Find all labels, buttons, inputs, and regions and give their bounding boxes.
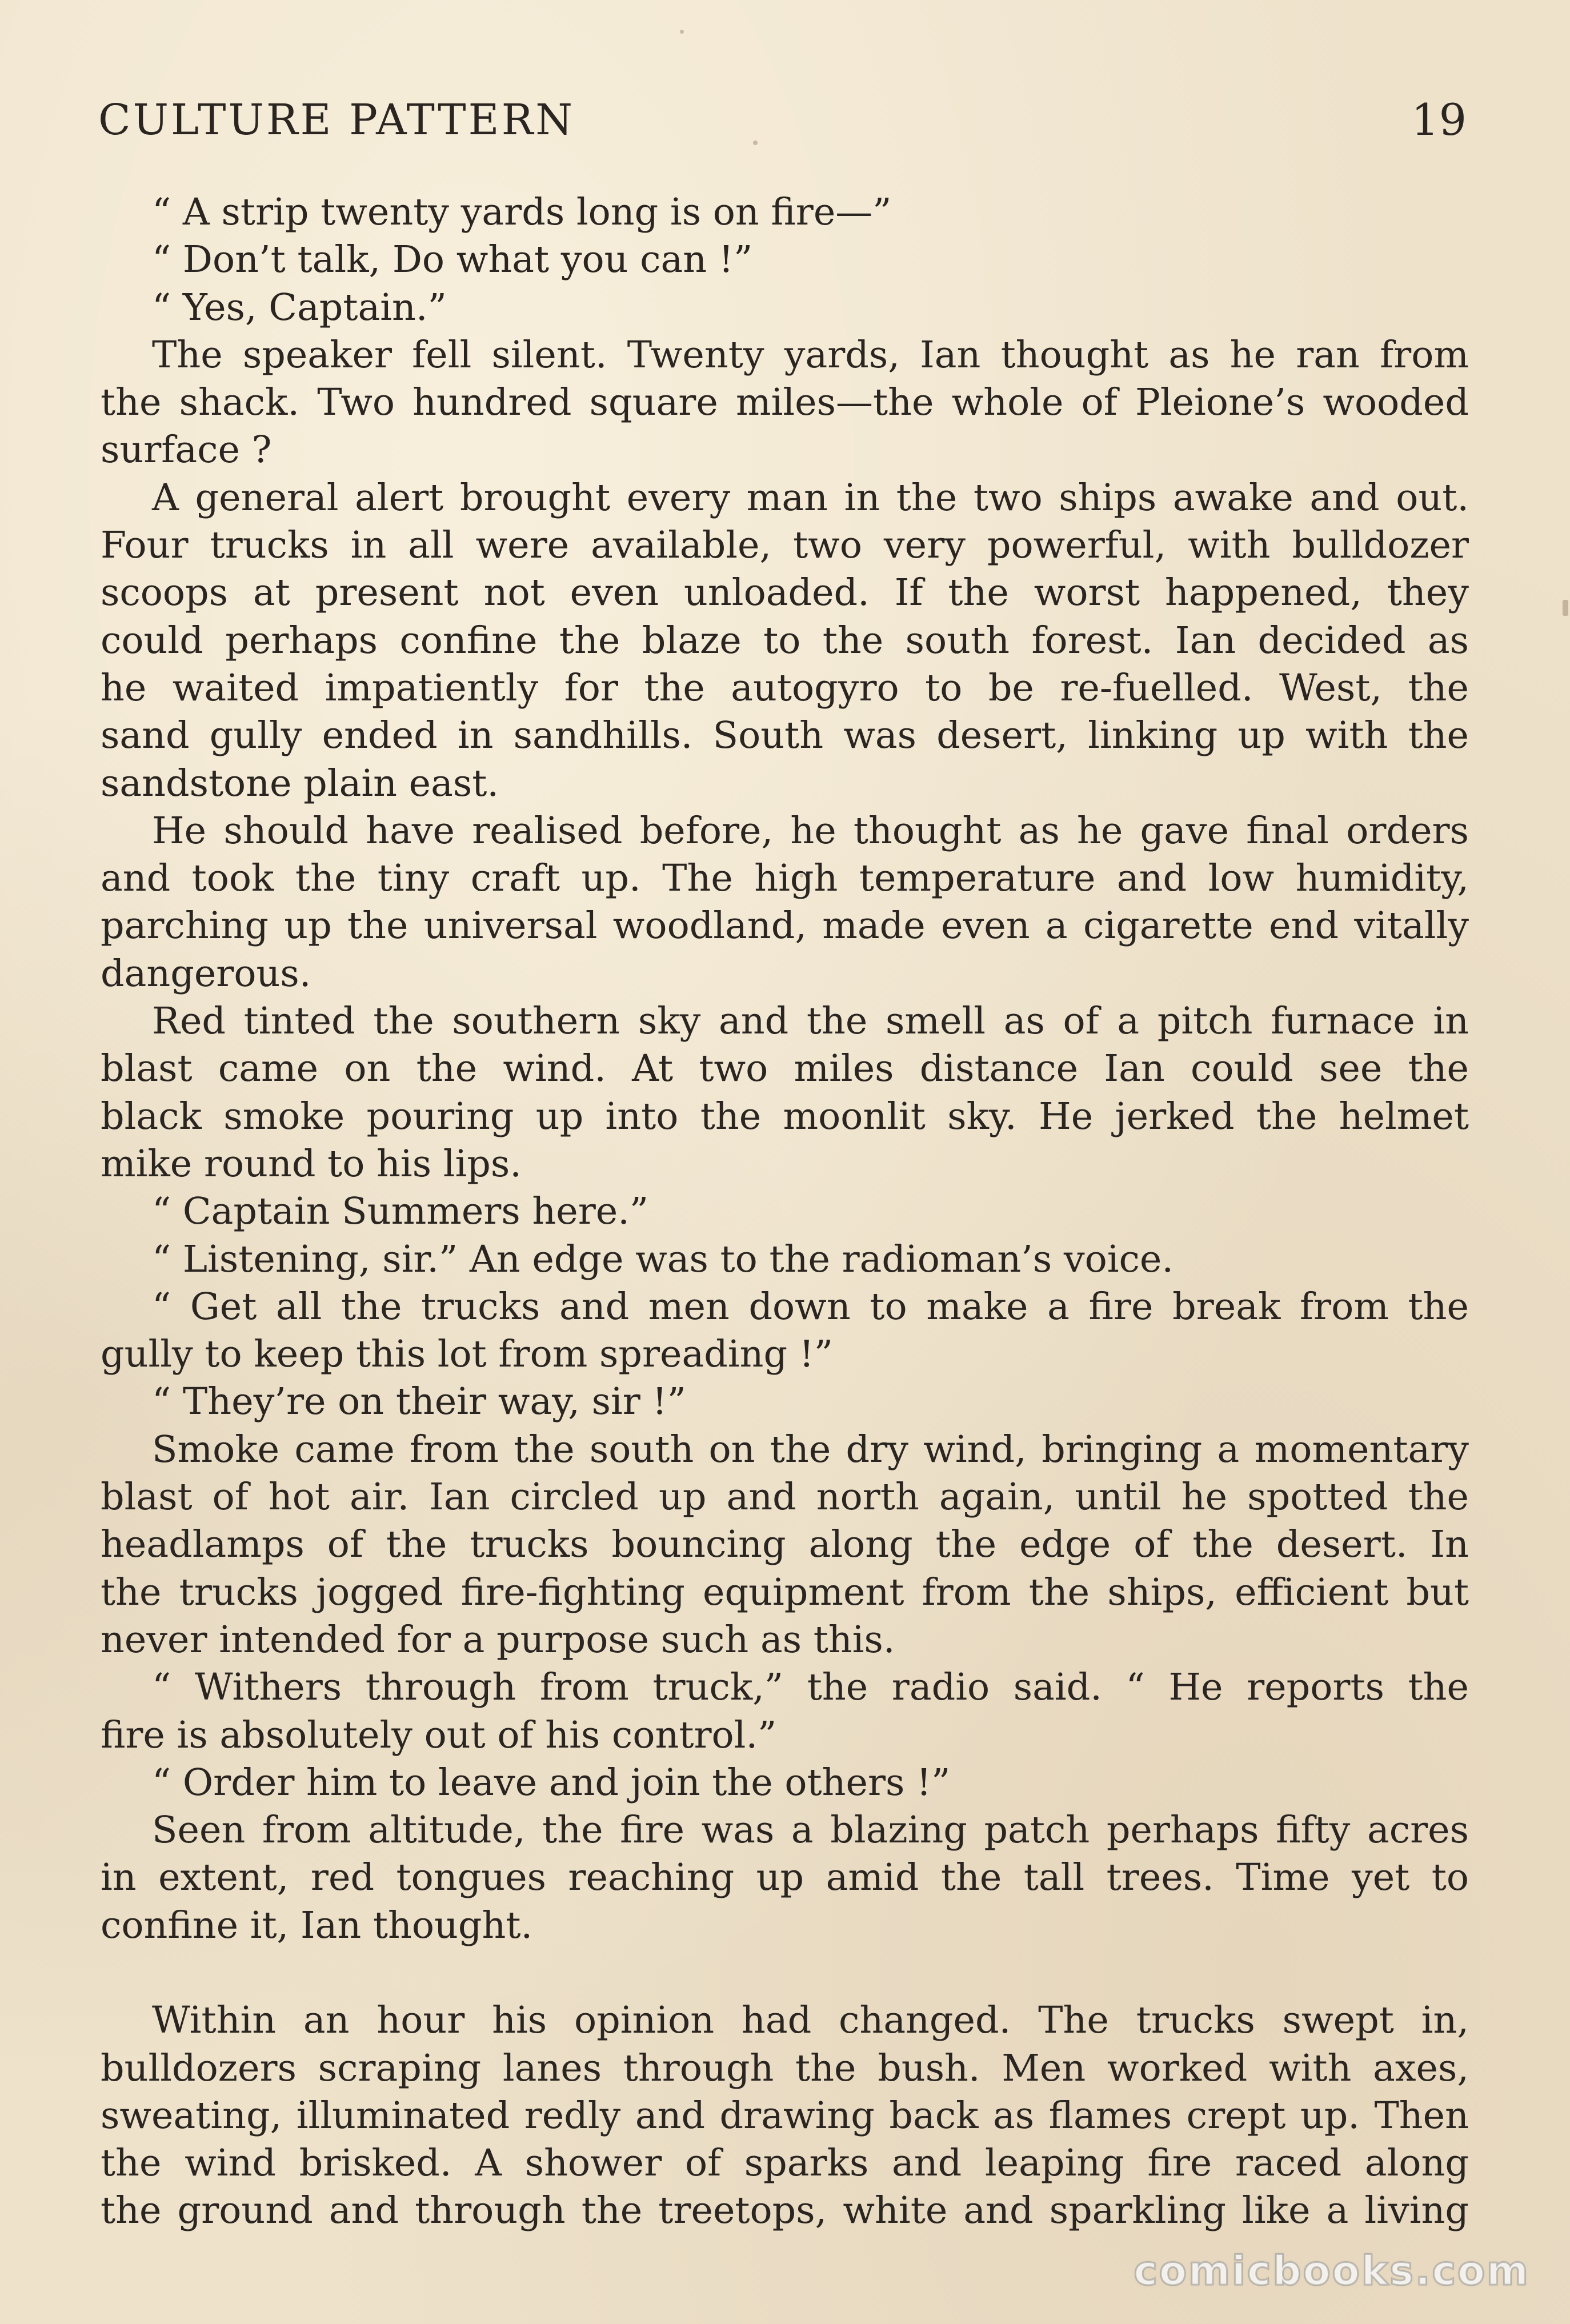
text-line: He should have realised before, he thought as he gave final orders bbox=[152, 809, 1469, 852]
text-line: dangerous. bbox=[101, 952, 311, 995]
text-line: never intended for a purpose such as this. bbox=[101, 1618, 895, 1661]
text-line: “ Withers through from truck,” the radio said. “ He reports the bbox=[152, 1666, 1469, 1709]
text-line: surface ? bbox=[101, 428, 272, 472]
body-text bbox=[101, 189, 1469, 2235]
text-line: the trucks jogged fire-fighting equipment from the ships, efficient but bbox=[101, 1570, 1469, 1614]
text-line: could perhaps confine the blaze to the south forest. Ian decided as bbox=[101, 619, 1469, 662]
paper-speck bbox=[1563, 600, 1568, 616]
text-line: The speaker fell silent. Twenty yards, Ian thought as he ran from bbox=[152, 333, 1469, 376]
text-line: he waited impatiently for the autogyro to be re-fuelled. West, the bbox=[101, 666, 1469, 710]
text-line: “ Yes, Captain.” bbox=[152, 286, 447, 329]
text-line: “ Captain Summers here.” bbox=[152, 1190, 649, 1233]
running-head bbox=[98, 86, 1467, 154]
text-line: blast came on the wind. At two miles distance Ian could see the bbox=[101, 1047, 1469, 1091]
text-line: fire is absolutely out of his control.” bbox=[101, 1713, 777, 1757]
text-line: Within an hour his opinion had changed. The trucks swept in, bbox=[152, 1999, 1469, 2042]
text-line: sand gully ended in sandhills. South was desert, linking up with the bbox=[101, 714, 1469, 758]
text-line: Seen from altitude, the fire was a blazing patch perhaps fifty acres bbox=[152, 1809, 1469, 1852]
text-line: gully to keep this lot from spreading !” bbox=[101, 1333, 834, 1376]
text-line: “ Listening, sir.” An edge was to the radioman’s voice. bbox=[152, 1237, 1174, 1281]
watermark: comicbooks.com bbox=[1134, 2247, 1530, 2294]
text-line: black smoke pouring up into the moonlit sky. He jerked the helmet bbox=[101, 1095, 1469, 1138]
text-line: in extent, red tongues reaching up amid the tall trees. Time yet to bbox=[101, 1856, 1469, 1900]
text-line: “ Order him to leave and join the others !” bbox=[152, 1761, 951, 1804]
text-line: scoops at present not even unloaded. If the worst happened, they bbox=[101, 571, 1469, 615]
text-line: Four trucks in all were available, two very powerful, with bulldozer bbox=[101, 524, 1469, 567]
text-line: “ Don’t talk, Do what you can !” bbox=[152, 238, 753, 282]
text-line: sweating, illuminated redly and drawing back as flames crept up. Then bbox=[101, 2094, 1469, 2137]
text-line: A general alert brought every man in the two ships awake and out. bbox=[152, 476, 1469, 519]
text-line: the wind brisked. A shower of sparks and leaping fire raced along bbox=[101, 2142, 1469, 2185]
text-line: mike round to his lips. bbox=[101, 1142, 522, 1185]
paper-speck bbox=[680, 30, 684, 34]
section-break bbox=[101, 1949, 1469, 1997]
page-number: 19 bbox=[1411, 94, 1467, 145]
text-line: the ground and through the treetops, white and sparkling like a living bbox=[101, 2189, 1469, 2233]
text-line: “ Get all the trucks and men down to make a fire break from the bbox=[152, 1285, 1469, 1328]
text-line: and took the tiny craft up. The high temperature and low humidity, bbox=[101, 857, 1469, 900]
running-title: CULTURE PATTERN bbox=[98, 95, 575, 145]
text-line: bulldozers scraping lanes through the bush. Men worked with axes, bbox=[101, 2046, 1469, 2090]
text-line: sandstone plain east. bbox=[101, 762, 499, 805]
text-line: headlamps of the trucks bouncing along the edge of the desert. In bbox=[101, 1523, 1469, 1566]
text-line: the shack. Two hundred square miles—the whole of Pleione’s wooded bbox=[101, 381, 1469, 424]
text-line: “ A strip twenty yards long is on fire—” bbox=[152, 191, 892, 234]
text-line: “ They’re on their way, sir !” bbox=[152, 1380, 686, 1424]
text-line: blast of hot air. Ian circled up and north again, until he spotted the bbox=[101, 1476, 1469, 1519]
text-line: Red tinted the southern sky and the smell as of a pitch furnace in bbox=[152, 1000, 1469, 1043]
text-line: Smoke came from the south on the dry wind, bringing a momentary bbox=[152, 1428, 1469, 1471]
text-line: parching up the universal woodland, made even a cigarette end vitally bbox=[101, 904, 1469, 948]
text-line: confine it, Ian thought. bbox=[101, 1904, 533, 1947]
